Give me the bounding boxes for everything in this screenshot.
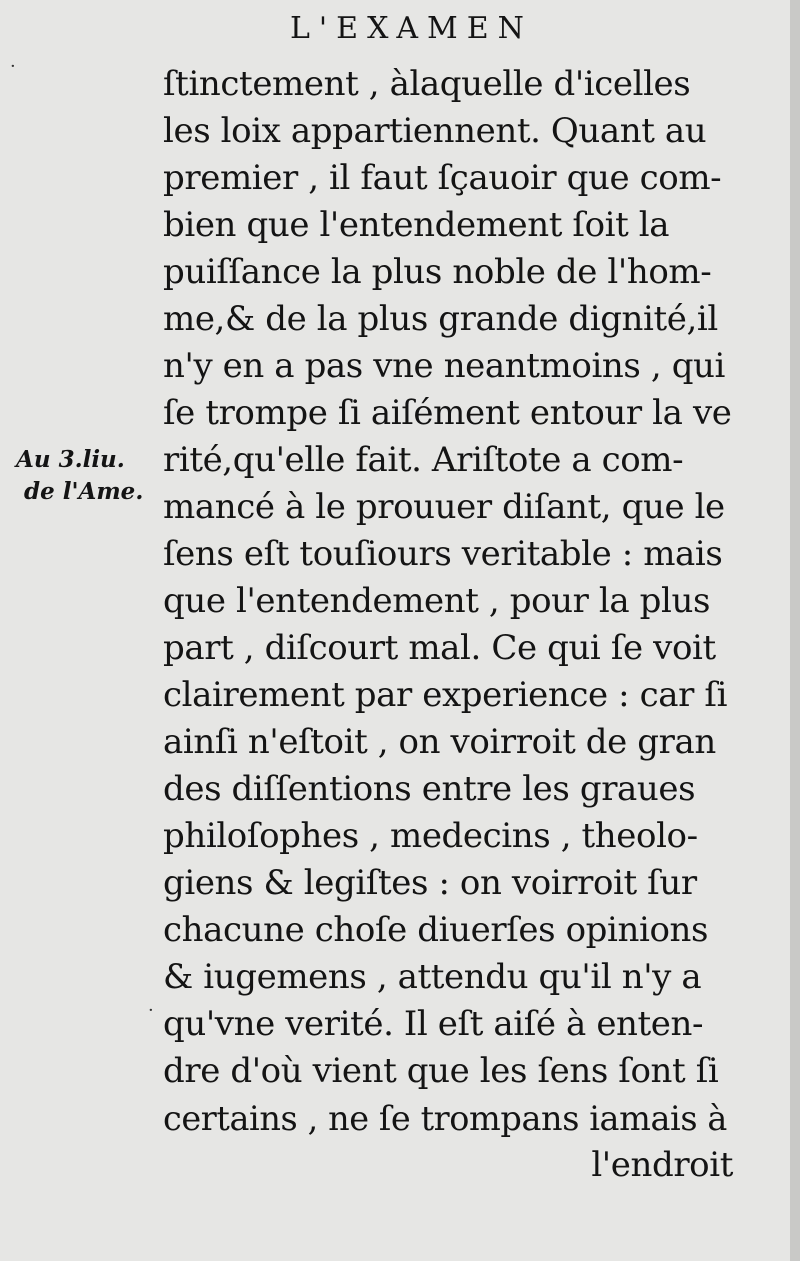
text-line: dre d'où vient que les ſens ſont ſi	[163, 1051, 719, 1091]
margin-note	[16, 444, 166, 508]
text-line: ſens eſt touſiours veritable : mais	[163, 534, 723, 574]
page-edge	[790, 0, 800, 1261]
text-line: & iugemens , attendu qu'il n'y a	[163, 957, 702, 997]
text-line: giens & legiſtes : on voirroit ſur	[163, 863, 697, 903]
text-line: que l'entendement , pour la plus	[163, 581, 711, 621]
catchword: l'endroit	[591, 1145, 733, 1185]
text-line: certains , ne ſe trompans iamais à	[163, 1099, 727, 1138]
text-line: philoſophes , medecins , theolo-	[163, 816, 698, 856]
body-text	[163, 61, 733, 1189]
text-line: puiſſance la plus noble de l'hom-	[163, 252, 712, 292]
text-line: ainſi n'eſtoit , on voirroit de gran	[163, 722, 716, 762]
text-line: bien que l'entendement ſoit la	[163, 205, 670, 245]
margin-note-line: de l'Ame.	[24, 478, 144, 505]
text-line: les loix appartiennent. Quant au	[163, 111, 707, 151]
text-line: ſtinctement , àlaquelle d'icelles	[163, 64, 691, 104]
text-line: qu'vne verité. Il eſt aiſé à enten-	[163, 1004, 704, 1044]
margin-speck: ·	[148, 1000, 154, 1021]
text-line: me,& de la plus grande dignité,il	[163, 299, 718, 339]
bleed-through-text	[600, 14, 615, 47]
text-line: part , diſcourt mal. Ce qui ſe voit	[163, 628, 716, 668]
text-line: n'y en a pas vne neantmoins , qui	[163, 346, 726, 386]
margin-speck: ·	[10, 56, 16, 77]
text-line: des diſſentions entre les graues	[163, 769, 696, 809]
text-line: ſe trompe ſi aiſément entour la ve	[163, 393, 732, 433]
text-line: chacune choſe diuerſes opinions	[163, 910, 709, 950]
text-line: clairement par experience : car ſi	[163, 675, 728, 715]
margin-note-line: Au 3.liu.	[16, 446, 125, 473]
text-line: mancé à le prouuer diſant, que le	[163, 487, 725, 527]
running-head: L'EXAMEN	[290, 11, 533, 46]
text-line: premier , il faut ſçauoir que com-	[163, 158, 722, 198]
text-line: rité,qu'elle fait. Ariſtote a com-	[163, 440, 684, 480]
